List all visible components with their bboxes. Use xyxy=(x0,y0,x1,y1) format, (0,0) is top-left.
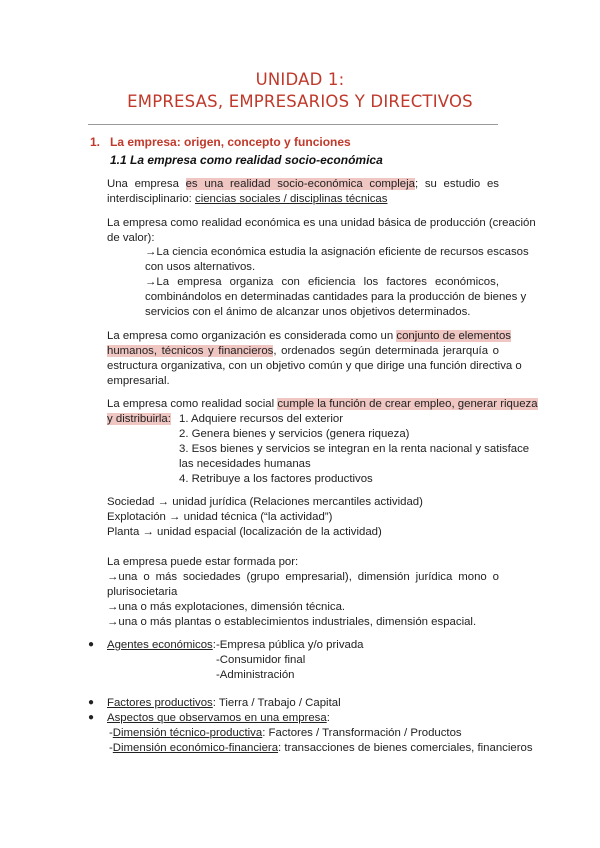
dimension-1-line: -Dimensión técnico-productiva: Factores / Transformación / Productos xyxy=(109,727,462,739)
agentes-label: Agentes económicos xyxy=(107,639,213,651)
paragraph-6-line-2: plurisocietaria xyxy=(107,586,178,598)
subsection-heading: 1.1 La empresa como realidad socio-económica xyxy=(110,153,383,167)
arrow-1-line-2: con usos alternativos. xyxy=(145,261,256,273)
paragraph-6-line-1: →una o más sociedades (grupo empresarial), dimensión jurídica mono o xyxy=(107,571,499,583)
unit-line-explotacion: Explotación → unidad técnica (“la actividad”) xyxy=(107,511,333,523)
paragraph-3-line-1: La empresa como organización es considerada como un conjunto de elementos xyxy=(107,330,511,342)
agentes-label-line: Agentes económicos: xyxy=(107,639,216,651)
unit-title: EMPRESAS, EMPRESARIOS Y DIRECTIVOS xyxy=(127,92,473,111)
section-title: La empresa: origen, concepto y funciones xyxy=(110,135,351,149)
agentes-item-3: -Administración xyxy=(216,669,295,681)
unit-line-planta: Planta → unidad espacial (localización de la actividad) xyxy=(107,526,382,538)
function-item-3-cont: las necesidades humanas xyxy=(179,458,311,470)
paragraph-3-line-4: empresarial. xyxy=(107,375,170,387)
aspectos-label: Aspectos que observamos en una empresa xyxy=(107,712,327,724)
paragraph-2-line-2: de valor): xyxy=(107,232,155,244)
bullet-aspectos: ● xyxy=(88,712,95,723)
unit-number: UNIDAD 1: xyxy=(255,70,345,89)
unit-line-sociedad: Sociedad → unidad jurídica (Relaciones mercantiles actividad) xyxy=(107,496,423,508)
paragraph-6-intro: La empresa puede estar formada por: xyxy=(107,556,299,568)
highlight-cumple: cumple la función de crear empleo, generar riqueza xyxy=(277,398,538,410)
factores-label: Factores productivos xyxy=(107,697,213,709)
paragraph-2-line-1: La empresa como realidad económica es una unidad básica de producción (creación xyxy=(107,217,536,229)
highlight-realidad: es una realidad socio-económica compleja xyxy=(185,178,415,190)
paragraph-1-line-1: Una empresa es una realidad socio-económica compleja; su estudio es xyxy=(107,178,499,190)
arrow-2-line-3: servicios con el ánimo de alcanzar unos objetivos determinados. xyxy=(145,306,471,318)
function-item-3: 3. Esos bienes y servicios se integran en la renta nacional y satisface xyxy=(179,443,530,455)
dimension-2-label: Dimensión económico-financiera xyxy=(112,742,279,754)
highlight-distribuirla: y distribuirla: xyxy=(107,413,171,425)
bullet-agentes: ● xyxy=(88,639,95,650)
dimension-1-label: Dimensión técnico-productiva xyxy=(112,727,263,739)
agentes-item-1: -Empresa pública y/o privada xyxy=(216,639,364,651)
function-item-1: 1. Adquiere recursos del exterior xyxy=(179,413,343,425)
paragraph-6-line-4: →una o más plantas o establecimientos industriales, dimensión espacial. xyxy=(107,616,477,628)
function-item-2: 2. Genera bienes y servicios (genera riqueza) xyxy=(179,428,410,440)
paragraph-1-line-2: interdisciplinario: ciencias sociales / disciplinas técnicas xyxy=(107,193,388,205)
arrow-2-line-1: →La empresa organiza con eficiencia los factores económicos, xyxy=(145,276,499,288)
underline-ciencias: ciencias sociales / disciplinas técnicas xyxy=(195,193,388,205)
paragraph-3-line-3: estructura organizativa, con un objetivo común y que dirige una función directiva o xyxy=(107,360,522,372)
function-item-4: 4. Retribuye a los factores productivos xyxy=(179,473,373,485)
paragraph-4-line-2 xyxy=(107,412,171,427)
highlight-humanos: humanos, técnicos y financieros xyxy=(107,345,274,357)
section-heading xyxy=(90,135,351,149)
arrow-1-line-1: →La ciencia económica estudia la asignación eficiente de recursos escasos xyxy=(145,246,529,258)
section-number: 1. xyxy=(90,135,101,149)
header-divider xyxy=(88,124,498,125)
factores-line: Factores productivos: Tierra / Trabajo / Capital xyxy=(107,697,341,709)
bullet-factores: ● xyxy=(88,697,95,708)
paragraph-6-line-3: →una o más explotaciones, dimensión técnica. xyxy=(107,601,346,613)
dimension-2-line: -Dimensión económico-financiera: transacciones de bienes comerciales, financieros xyxy=(109,742,533,754)
highlight-conjunto: conjunto de elementos xyxy=(396,330,511,342)
paragraph-4-line-1: La empresa como realidad social cumple la función de crear empleo, generar riqueza xyxy=(107,398,538,410)
arrow-2-line-2: combinándolos en determinadas cantidades para la producción de bienes y xyxy=(145,291,527,303)
paragraph-3-line-2: humanos, técnicos y financieros, ordenados según determinada jerarquía o xyxy=(107,345,499,357)
agentes-item-2: -Consumidor final xyxy=(216,654,306,666)
aspectos-line: Aspectos que observamos en una empresa: xyxy=(107,712,330,724)
